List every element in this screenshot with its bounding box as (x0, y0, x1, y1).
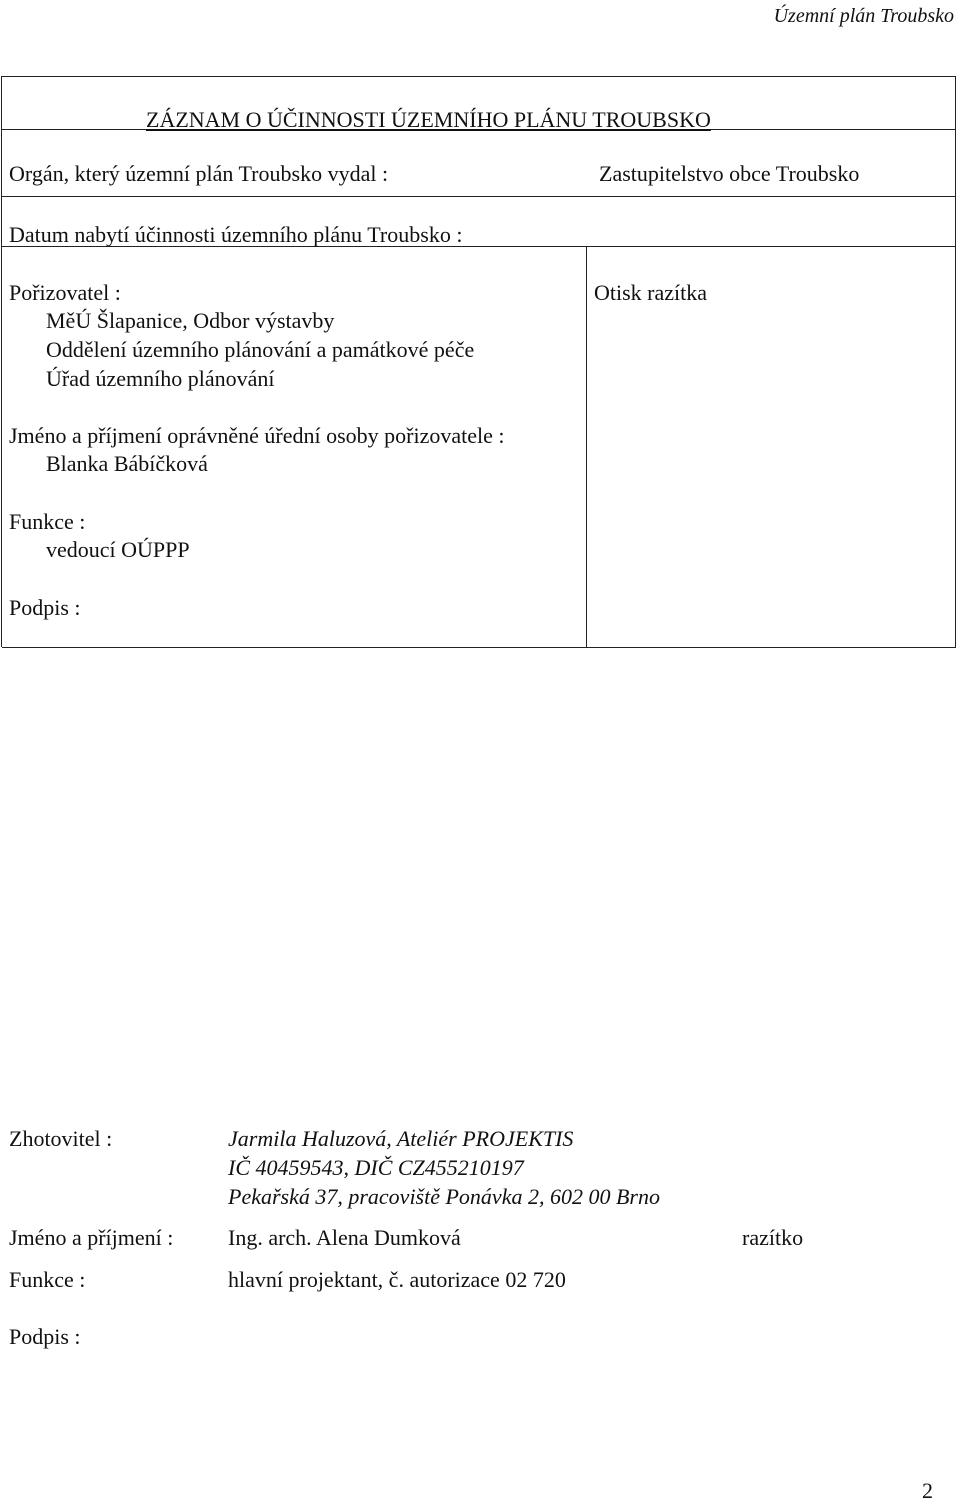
stamp-label: Otisk razítka (594, 280, 708, 305)
running-header: Územní plán Troubsko (773, 5, 954, 27)
page-number: 2 (922, 1478, 933, 1503)
table-divider-column (586, 246, 587, 647)
function-value: vedoucí OÚPPP (46, 537, 190, 562)
effective-date-label: Datum nabytí účinnosti územního plánu Troubsko : (9, 222, 463, 247)
authorized-person-value: Blanka Bábíčková (46, 451, 208, 476)
contractor-name-label: Jméno a příjmení : (9, 1225, 174, 1250)
contractor-name-value: Ing. arch. Alena Dumková (228, 1225, 461, 1250)
signature-label: Podpis : (9, 595, 81, 620)
procurer-line: Oddělení územního plánování a památkové péče (46, 337, 475, 362)
contractor-function-label: Funkce : (9, 1267, 86, 1292)
table-border-left (1, 76, 2, 647)
procurer-line: MěÚ Šlapanice, Odbor výstavby (46, 308, 335, 333)
contractor-line: Jarmila Haluzová, Ateliér PROJEKTIS (228, 1126, 574, 1151)
table-border-top (2, 76, 956, 77)
issuer-label: Orgán, který územní plán Troubsko vydal : (9, 161, 389, 186)
function-label: Funkce : (9, 509, 86, 534)
contractor-line: IČ 40459543, DIČ CZ455210197 (228, 1155, 524, 1180)
contractor-stamp-label: razítko (742, 1225, 804, 1250)
table-border-bottom (2, 647, 956, 648)
table-divider-issuer (2, 196, 956, 197)
contractor-function-value: hlavní projektant, č. autorizace 02 720 (228, 1267, 566, 1292)
contractor-label: Zhotovitel : (9, 1126, 113, 1151)
procurer-label: Pořizovatel : (9, 280, 121, 305)
procurer-line: Úřad územního plánování (46, 366, 275, 391)
table-border-right (955, 76, 956, 647)
authorized-person-label: Jméno a příjmení oprávněné úřední osoby pořizovatele : (9, 423, 505, 448)
contractor-line: Pekařská 37, pracoviště Ponávka 2, 602 00 Brno (228, 1184, 660, 1209)
record-title: ZÁZNAM O ÚČINNOSTI ÚZEMNÍHO PLÁNU TROUBSKO (146, 107, 711, 132)
contractor-signature-label: Podpis : (9, 1324, 81, 1349)
issuer-value: Zastupitelstvo obce Troubsko (599, 161, 860, 186)
